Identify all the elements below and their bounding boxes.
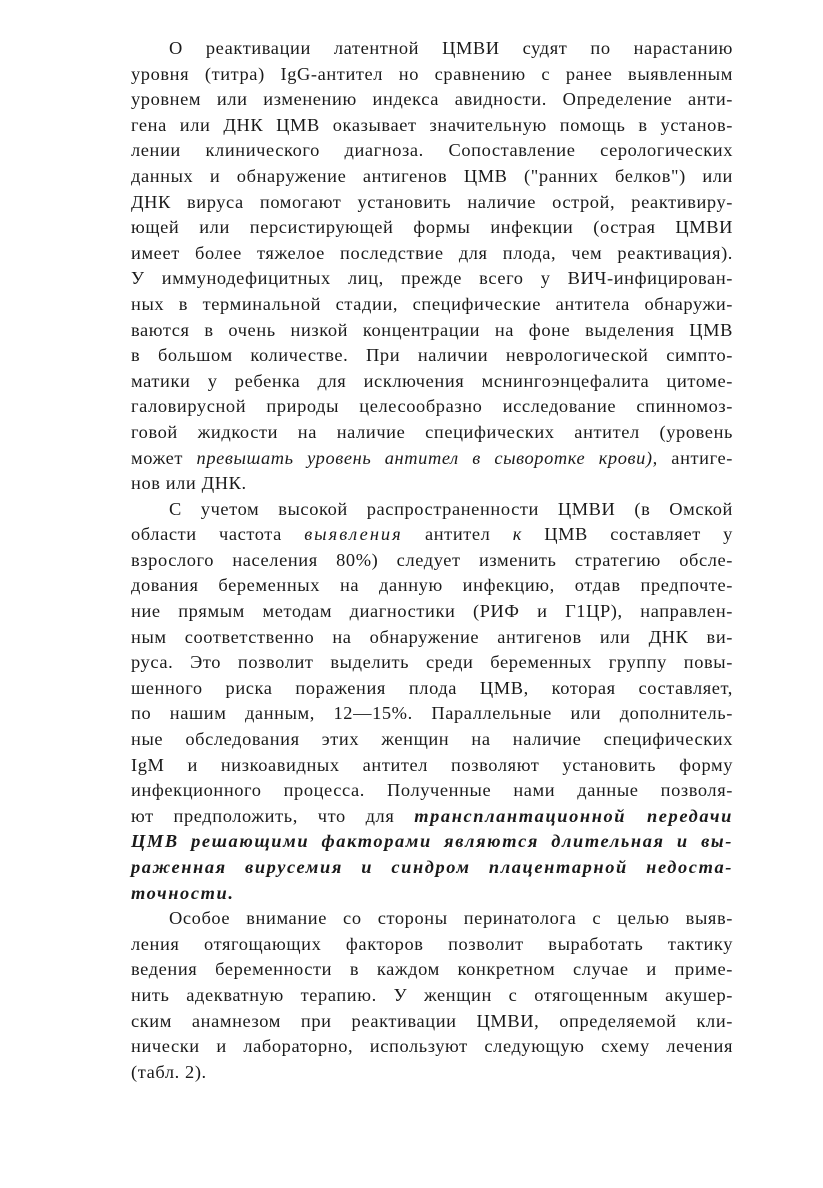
text-line: по нашим данным, 12—15%. Параллельные или дополнитель-: [131, 703, 733, 724]
text-line: инфекционного процесса. Полученные нами данные позволя-: [131, 780, 733, 801]
spaced-italic-text: выявления: [304, 524, 403, 545]
paragraph-2: [131, 497, 733, 907]
text-line: лении клинического диагноза. Сопоставление серологических: [131, 140, 733, 161]
text-run: антител: [402, 524, 513, 545]
text-line: [131, 446, 733, 472]
text-run: ЦМВ составляет у: [521, 524, 733, 545]
bold-italic-line: ЦМВ решающими факторами являются длительная и вы-: [131, 831, 733, 852]
italic-text: к: [512, 524, 522, 545]
text-line: руса. Это позволит выделить среди беременных группу повы-: [131, 652, 733, 673]
bold-italic-line: раженная вирусемия и синдром плацентарной недоста-: [131, 857, 733, 877]
text-line: дования беременных на данную инфекцию, отдав предпочте-: [131, 575, 733, 596]
text-line: ные обследования этих женщин на наличие специфических: [131, 729, 733, 750]
text-line: ных в терминальной стадии, специфические антитела обнаружи-: [131, 293, 733, 314]
text-line: нически и лабораторно, используют следующую схему лечения: [131, 1036, 733, 1057]
text-line: нов или ДНК.: [131, 473, 247, 494]
text-line: ющей или персистирующей формы инфекции (острая ЦМВИ: [131, 217, 733, 238]
text-line: Особое внимание со стороны перинатолога с целью выяв-: [169, 908, 733, 929]
text-line: имеет более тяжелое последствие для плода, чем реактивация).: [131, 242, 733, 263]
text-run: ют предположить, что для: [131, 805, 415, 826]
italic-text: превышать уровень антител в сыворотке крови),: [196, 447, 658, 468]
bold-italic-line: точности.: [131, 882, 235, 903]
paragraph-1: [131, 36, 733, 497]
text-line: уровнем или изменению индекса авидности. Определение анти-: [131, 89, 733, 110]
text-run: антиге-: [657, 447, 733, 468]
text-line: ваются в очень низкой концентрации на фоне выделения ЦМВ: [131, 319, 733, 340]
text-line: ления отягощающих факторов позволит выработать тактику: [131, 933, 733, 954]
text-line: гена или ДНК ЦМВ оказывает значительную помощь в установ-: [131, 114, 733, 135]
text-run: области частота: [131, 524, 305, 545]
text-line: уровня (титра) IgG-антител но сравнению с ранее выявленным: [131, 63, 733, 84]
text-line: нить адекватную терапию. У женщин с отягощенным акушер-: [131, 984, 733, 1005]
text-line: ведения беременности в каждом конкретном случае и приме-: [131, 959, 733, 980]
text-line: ским анамнезом при реактивации ЦМВИ, определяемой кли-: [131, 1010, 733, 1031]
text-line: взрослого населения 80%) следует изменить стратегию обсле-: [131, 549, 733, 570]
text-line: [131, 804, 733, 830]
text-line: О реактивации латентной ЦМВИ судят по нарастанию: [169, 38, 733, 58]
text-line: шенного риска поражения плода ЦМВ, которая составляет,: [131, 677, 733, 698]
text-line: данных и обнаружение антигенов ЦМВ ("ранних белков") или: [131, 165, 733, 186]
text-line: галовирусной природы целесообразно исследование спинномоз-: [131, 396, 733, 417]
text-line: ДНК вируса помогают установить наличие острой, реактивиру-: [131, 191, 733, 212]
text-line: IgM и низкоавидных антител позволяют установить форму: [131, 754, 733, 775]
text-line: С учетом высокой распространенности ЦМВИ (в Омской: [169, 498, 733, 519]
text-line: ным соответственно на обнаружение антигенов или ДНК ви-: [131, 626, 733, 647]
paragraph-3: [131, 906, 733, 1085]
bold-italic-text: трансплантационной передачи: [414, 805, 733, 826]
text-run: может: [131, 447, 197, 468]
text-line: говой жидкости на наличие специфических антител (уровень: [131, 421, 733, 442]
text-line: матики у ребенка для исключения мснингоэнцефалита цитоме-: [131, 370, 733, 391]
text-line: в большом количестве. При наличии неврологической симпто-: [131, 345, 733, 366]
text-line: [131, 522, 733, 548]
text-line: ние прямым методам диагностики (РИФ и Г1ЦР), направлен-: [131, 601, 733, 622]
text-line: У иммунодефицитных лиц, прежде всего у ВИЧ-инфицирован-: [131, 268, 733, 289]
document-page: [131, 36, 733, 1085]
text-line: (табл. 2).: [131, 1061, 207, 1082]
